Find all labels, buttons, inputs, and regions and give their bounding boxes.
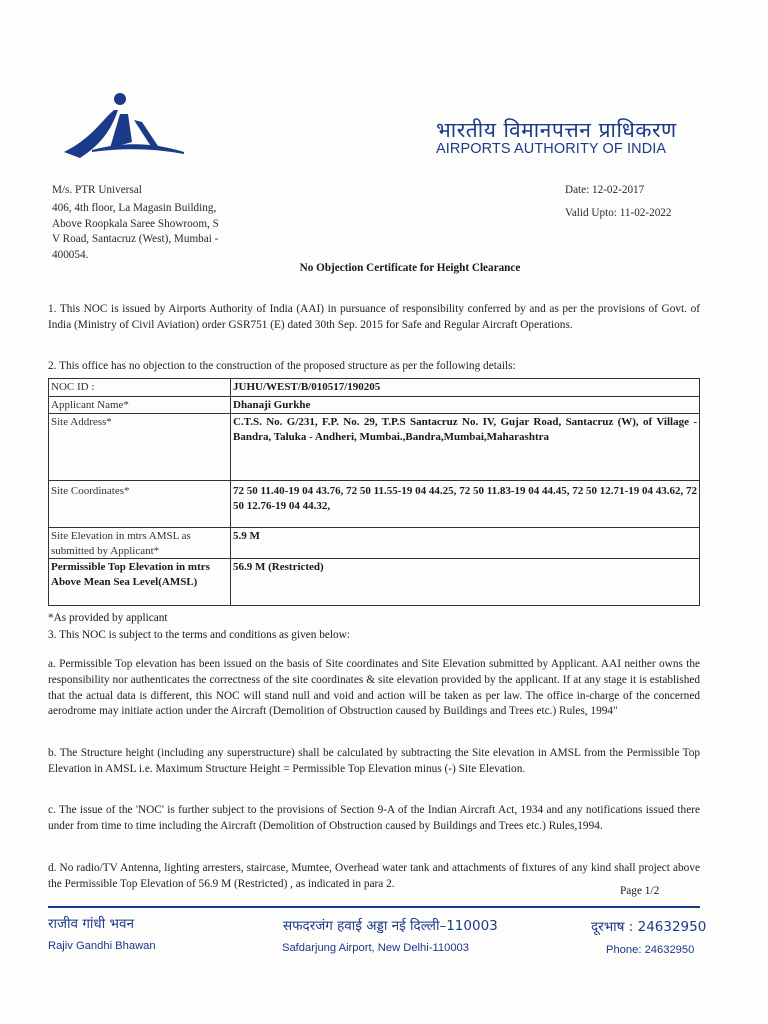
page-number: Page 1/2	[620, 885, 660, 897]
table-row	[49, 379, 700, 397]
table-row	[49, 528, 700, 559]
row-value: 56.9 M (Restricted)	[231, 559, 700, 606]
paragraph-3: 3. This NOC is subject to the terms and conditions as given below:	[48, 629, 350, 641]
row-value: C.T.S. No. G/231, F.P. No. 29, T.P.S Santacruz No. IV, Gujar Road, Santacruz (W), of Village - Bandra, Taluka - Andheri, Mumbai.,Bandra,Mumbai,Maharashtra	[231, 414, 700, 481]
condition-c: c. The issue of the 'NOC' is further subject to the provisions of Section 9-A of the Indian Aircraft Act, 1934 and any notifications issued there under from time to time including the Aircraft (Demolition of Obstruction caused by Buildings and Trees etc.) Rules,1994.	[48, 804, 700, 832]
row-label: Applicant Name*	[49, 397, 231, 414]
footer-address-english: Safdarjung Airport, New Delhi-110003	[282, 942, 469, 954]
condition-a: a. Permissible Top elevation has been issued on the basis of Site coordinates and Site Elevation submitted by Applicant. AAI neither owns the responsibility nor authenticates the correctness of the site coordinates & site elevation provided by the applicant. If at any stage it is established that the actual data is different, this NOC will stand null and void and action will be taken as per law. The office in-charge of the concerned aerodrome may initiate action under the Aircraft (Demolition of Obstruction caused by Buildings and Trees etc.) Rules, 1994"	[48, 658, 700, 718]
row-value: 5.9 M	[231, 528, 700, 559]
org-name-english: AIRPORTS AUTHORITY OF INDIA	[436, 141, 667, 157]
condition-b: b. The Structure height (including any superstructure) shall be calculated by subtracting the Site elevation in AMSL from the Permissible Top Elevation in AMSL i.e. Maximum Structure Height = Permissible Top Elevation minus (-) Site Elevation.	[48, 747, 700, 775]
addressee-name: M/s. PTR Universal	[52, 184, 142, 196]
footer-phone-hindi: दूरभाष : 24632950	[591, 919, 707, 935]
table-row	[49, 414, 700, 481]
paragraph-1: 1. This NOC is issued by Airports Authority of India (AAI) in pursuance of responsibility conferred by and as per the provisions of Govt. of India (Ministry of Civil Aviation) order GSR751 (E) dated 30th Sep. 2015 for Safe and Regular Aircraft Operations.	[48, 303, 700, 331]
row-label: NOC ID :	[49, 379, 231, 397]
certificate-title: No Objection Certificate for Height Clearance	[299, 262, 521, 274]
row-label: Site Address*	[49, 414, 231, 481]
footer-building-english: Rajiv Gandhi Bhawan	[48, 940, 156, 952]
row-label: Site Elevation in mtrs AMSL as submitted by Applicant*	[49, 528, 231, 559]
aai-logo-icon	[62, 92, 187, 164]
paragraph-2: 2. This office has no objection to the construction of the proposed structure as per the following details:	[48, 360, 516, 372]
row-label: Permissible Top Elevation in mtrs Above Mean Sea Level(AMSL)	[49, 559, 231, 606]
row-value: 72 50 11.40-19 04 43.76, 72 50 11.55-19 04 44.25, 72 50 11.83-19 04 44.45, 72 50 12.71-19 04 43.62, 72 50 12.76-19 04 44.32,	[231, 481, 700, 528]
condition-d: d. No radio/TV Antenna, lighting arresters, staircase, Mumtee, Overhead water tank and attachments of fixtures of any kind shall project above the Permissible Top Elevation of 56.9 M (Restricted) , as indicated in para 2.	[48, 862, 700, 890]
row-label: Site Coordinates*	[49, 481, 231, 528]
table-row	[49, 481, 700, 528]
footer-divider	[48, 906, 700, 908]
table-row	[49, 559, 700, 606]
issue-date: Date: 12-02-2017	[565, 184, 645, 196]
applicant-note: *As provided by applicant	[48, 612, 168, 624]
address-line: 406, 4th floor, La Magasin Building,	[52, 202, 217, 214]
address-line: 400054.	[52, 248, 89, 261]
valid-upto-date: Valid Upto: 11-02-2022	[565, 207, 672, 219]
footer-building-hindi: राजीव गांधी भवन	[48, 916, 135, 932]
row-value: Dhanaji Gurkhe	[231, 397, 700, 414]
org-name-hindi: भारतीय विमानपत्तन प्राधिकरण	[436, 118, 677, 142]
noc-details-table	[48, 378, 700, 606]
footer-phone-english: Phone: 24632950	[606, 944, 695, 956]
address-line: Above Roopkala Saree Showroom, S	[52, 217, 219, 230]
table-row	[49, 397, 700, 414]
row-value: JUHU/WEST/B/010517/190205	[231, 379, 700, 397]
footer-address-hindi: सफदरजंग हवाई अड्डा नई दिल्ली–110003	[283, 918, 498, 934]
addressee-address	[52, 201, 277, 263]
address-line: V Road, Santacruz (West), Mumbai -	[52, 233, 219, 245]
